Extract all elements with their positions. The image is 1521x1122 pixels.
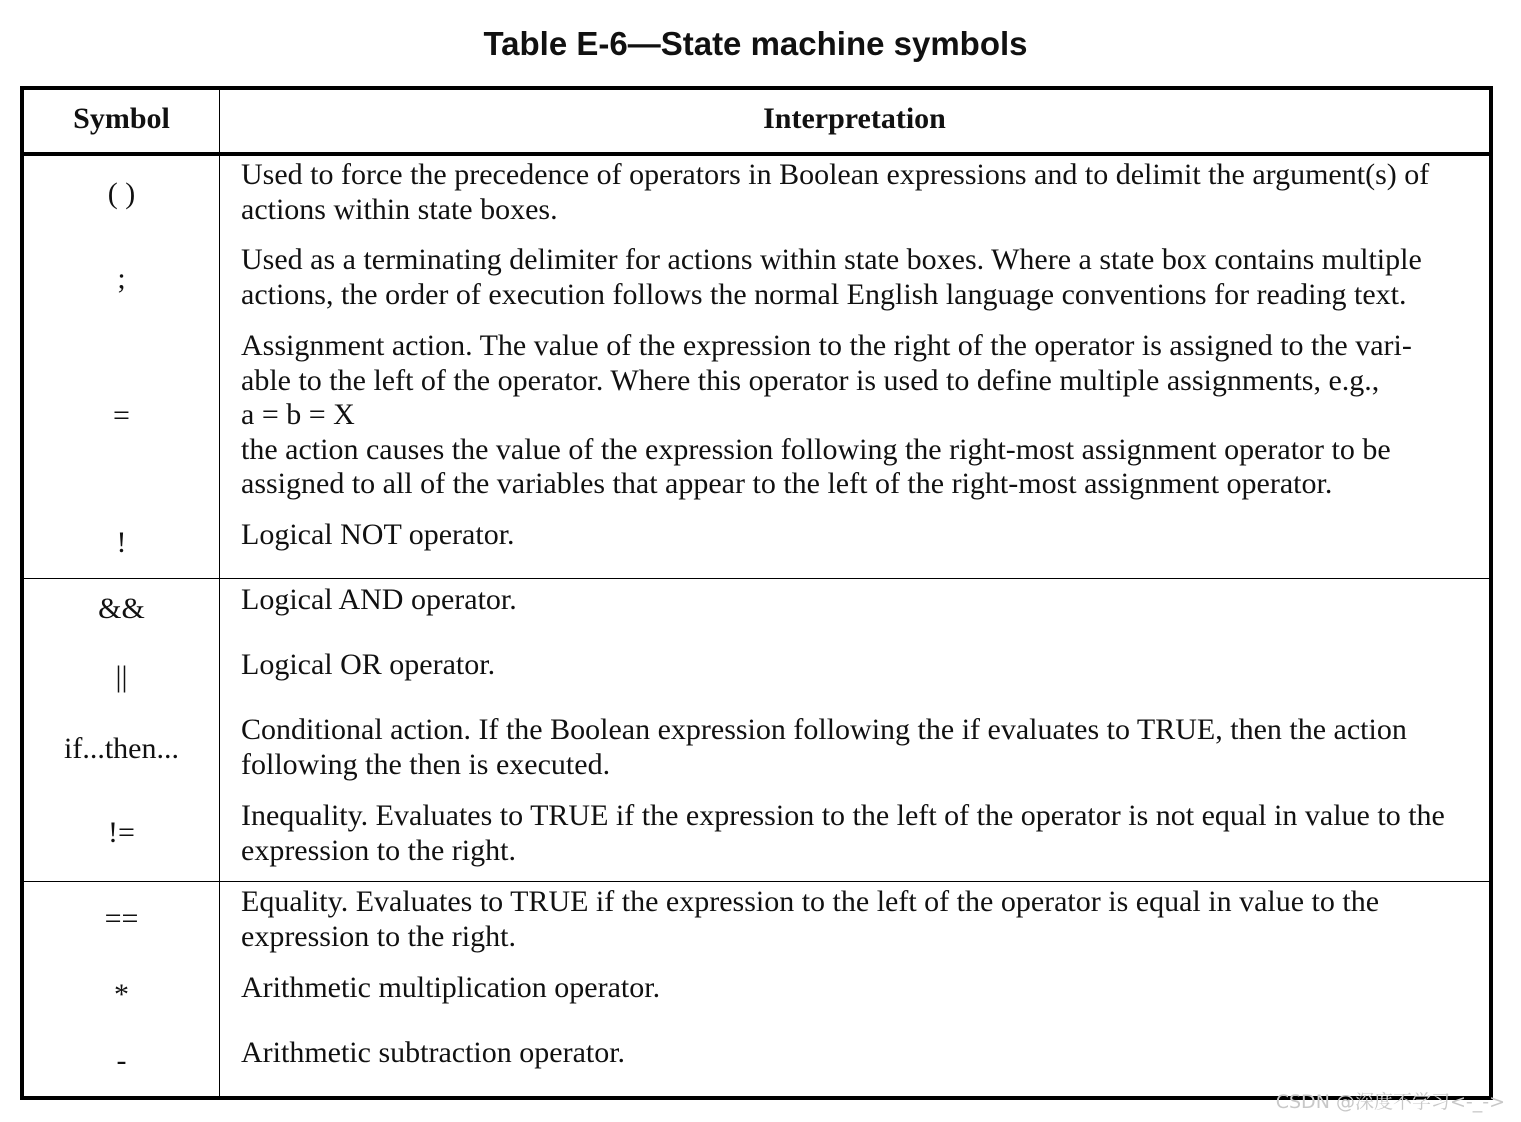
interpretation-parentheses bbox=[241, 158, 1481, 227]
interpretation-logical-not bbox=[241, 518, 1481, 553]
interpretation-line: assigned to all of the variables that appear to the left of the right-most assignment operator. bbox=[241, 467, 1333, 500]
symbol-semicolon: ; bbox=[117, 262, 126, 295]
interpretation-line: Logical OR operator. bbox=[241, 648, 496, 681]
symbol-inequality: != bbox=[108, 816, 135, 849]
symbol-logical-or: || bbox=[115, 660, 128, 693]
symbol-logical-and: && bbox=[98, 592, 145, 625]
interpretation-line: the action causes the value of the expression following the right-most assignment operator to be bbox=[241, 432, 1391, 466]
table-header-row bbox=[24, 90, 1489, 152]
interpretation-assignment bbox=[241, 329, 1481, 502]
symbol-logical-not: ! bbox=[116, 526, 127, 559]
interpretation-line: Used as a terminating delimiter for actions within state boxes. Where a state box contains multiple bbox=[241, 243, 1422, 276]
symbol-if-then: if...then... bbox=[64, 732, 179, 765]
interpretation-logical-and bbox=[241, 583, 1481, 618]
interpretation-line: Arithmetic subtraction operator. bbox=[241, 1036, 626, 1069]
interpretation-equality bbox=[241, 885, 1481, 954]
interpretation-line: Equality. Evaluates to TRUE if the expression to the left of the operator is equal in value to the bbox=[241, 885, 1380, 918]
symbol-assignment: = bbox=[113, 399, 130, 432]
symbol-parentheses: ( ) bbox=[107, 177, 136, 210]
interpretation-line: Assignment action. The value of the expression to the right of the operator is assigned to the vari- bbox=[241, 329, 1412, 362]
symbols-table bbox=[20, 86, 1493, 1100]
interpretation-multiplication bbox=[241, 971, 1481, 1006]
interpretation-logical-or bbox=[241, 648, 1481, 683]
interpretation-line: expression to the right. bbox=[241, 919, 516, 953]
interpretation-line: a = b = X bbox=[241, 398, 355, 431]
interpretation-line: able to the left of the operator. Where this operator is used to define multiple assignments, e.g., bbox=[241, 363, 1380, 397]
interpretation-inequality bbox=[241, 799, 1481, 868]
table-title: Table E-6—State machine symbols bbox=[483, 25, 1028, 62]
group-divider-2 bbox=[24, 881, 1489, 882]
group-divider-1 bbox=[24, 578, 1489, 579]
interpretation-if-then bbox=[241, 713, 1481, 782]
interpretation-line: following the then is executed. bbox=[241, 747, 611, 781]
interpretation-line: actions, the order of execution follows the normal English language conventions for reading text. bbox=[241, 277, 1407, 311]
interpretation-subtraction bbox=[241, 1036, 1481, 1071]
interpretation-line: expression to the right. bbox=[241, 833, 516, 867]
interpretation-line: actions within state boxes. bbox=[241, 192, 558, 226]
interpretation-line: Logical NOT operator. bbox=[241, 518, 515, 551]
header-divider bbox=[24, 152, 1489, 156]
interpretation-semicolon bbox=[241, 243, 1481, 312]
interpretation-line: Arithmetic multiplication operator. bbox=[241, 971, 661, 1004]
symbol-multiplication: * bbox=[114, 978, 129, 1011]
symbol-column-header: Symbol bbox=[73, 102, 170, 135]
column-divider bbox=[219, 90, 220, 1096]
interpretation-line: Inequality. Evaluates to TRUE if the expression to the left of the operator is not equal in value to the bbox=[241, 799, 1445, 832]
watermark: CSDN @深度不学习<-_-> bbox=[1275, 1091, 1505, 1113]
interpretation-line: Used to force the precedence of operators in Boolean expressions and to delimit the argument(s) of bbox=[241, 158, 1430, 191]
symbol-equality: == bbox=[104, 902, 139, 935]
interpretation-line: Logical AND operator. bbox=[241, 583, 517, 616]
symbol-subtraction: - bbox=[116, 1044, 127, 1077]
interpretation-column-header: Interpretation bbox=[763, 102, 946, 135]
interpretation-line: Conditional action. If the Boolean expression following the if evaluates to TRUE, then the action bbox=[241, 713, 1407, 746]
